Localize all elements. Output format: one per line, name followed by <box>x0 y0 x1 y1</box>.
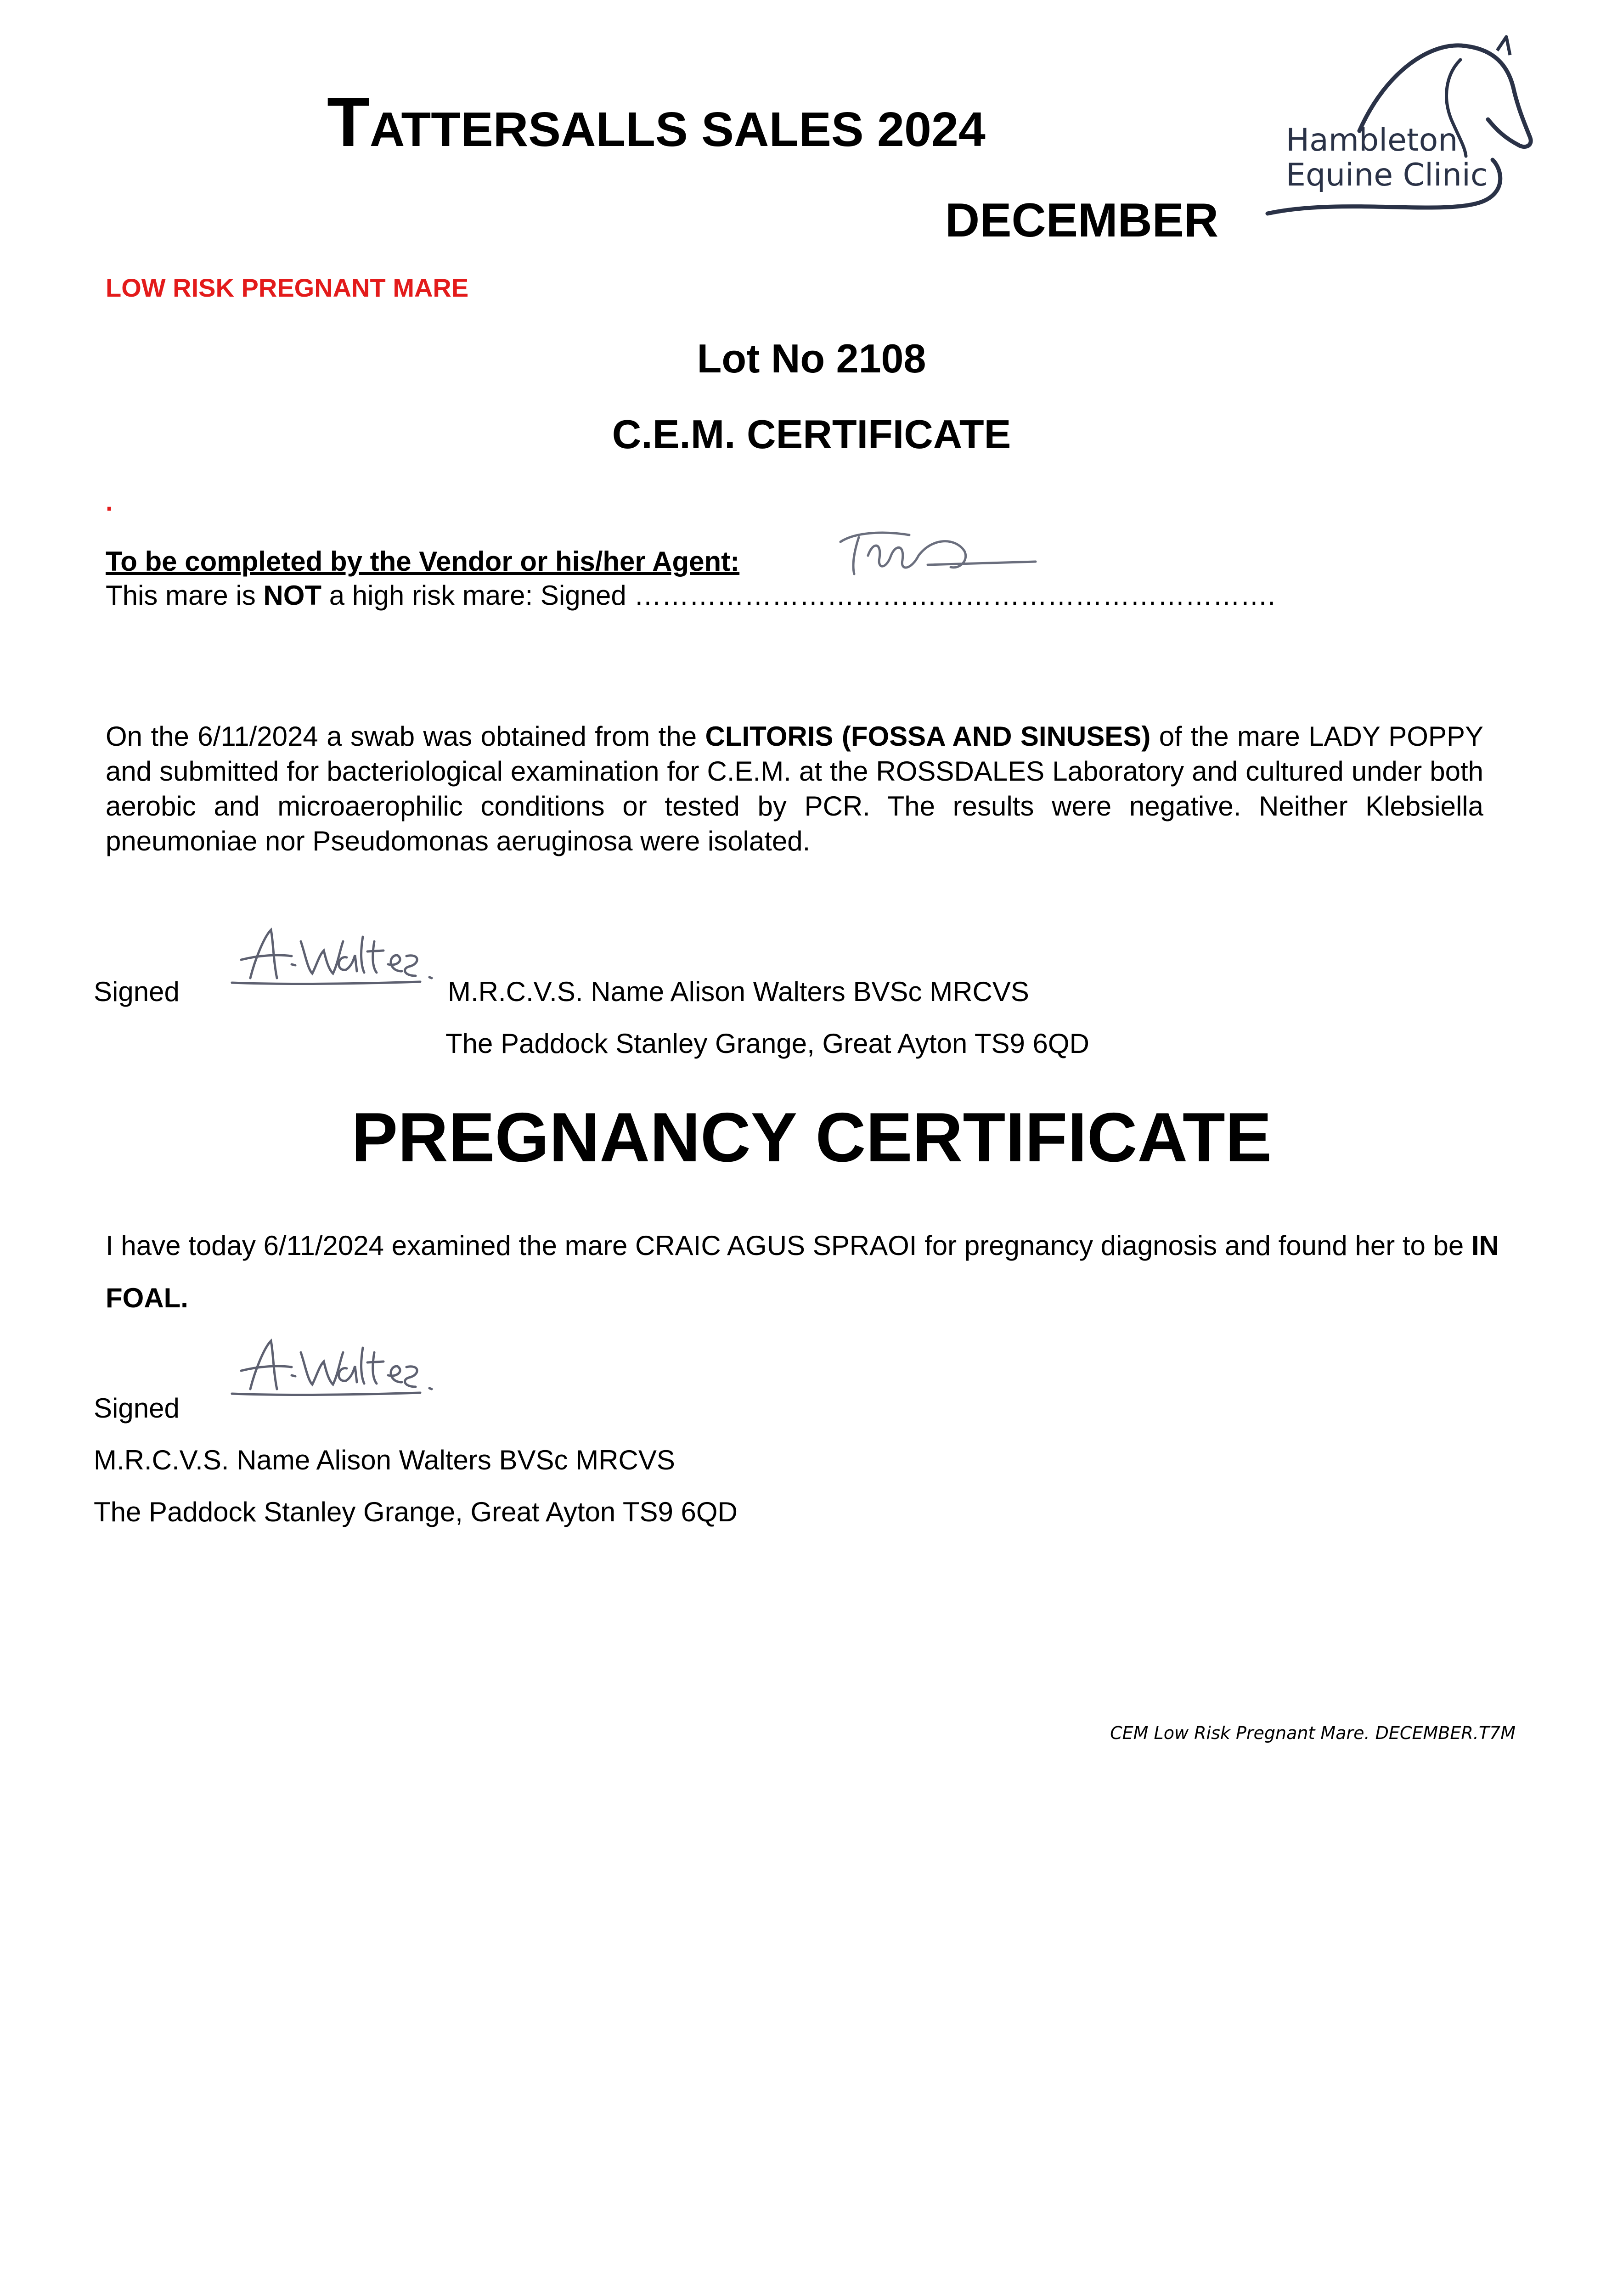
sale-month: DECEMBER <box>945 194 1219 247</box>
cem-paragraph <box>106 719 1483 859</box>
document-title <box>327 83 986 161</box>
cem-vet-address: The Paddock Stanley Grange, Great Ayton TS9 6QD <box>445 1028 1089 1059</box>
cem-bold: CLITORIS (FOSSA AND SINUSES) <box>705 721 1151 752</box>
pregnancy-signed-label: Signed <box>94 1393 180 1424</box>
vendor-heading: To be completed by the Vendor or his/her Agent: <box>106 546 740 577</box>
cem-certificate-title: C.E.M. CERTIFICATE <box>612 411 1011 457</box>
red-dot: . <box>106 487 113 516</box>
pregnancy-exam-text <box>106 1220 1529 1324</box>
pregnancy-certificate-title: PREGNANCY CERTIFICATE <box>351 1098 1272 1176</box>
statement-pre: This mare is <box>106 580 264 611</box>
pregnancy-vet-address: The Paddock Stanley Grange, Great Ayton TS9 6QD <box>94 1497 738 1527</box>
clinic-logo <box>1249 32 1534 234</box>
lot-number: Lot No 2108 <box>697 336 926 381</box>
exam-result: IN FOAL. <box>106 1230 1499 1313</box>
pregnancy-signature <box>223 1334 443 1407</box>
cem-part2: of the mare LADY POPPY and submitted for bacteriological examination for C.E.M. at the ROSSDALES Laboratory and cultured under both aerobic and microaerophilic conditions or tested by PCR. The results were negative. Neither Klebsiella pneumoniae nor Pseudomonas aeruginosa were isolated. <box>106 721 1483 856</box>
pregnancy-vet-name: M.R.C.V.S. Name Alison Walters BVSc MRCVS <box>94 1445 675 1475</box>
high-risk-statement <box>106 580 1275 611</box>
clinic-name-line1: Hambleton <box>1286 122 1458 158</box>
statement-bold: NOT <box>263 580 322 611</box>
exam-text: I have today 6/11/2024 examined the mare CRAIC AGUS SPRAOI for pregnancy diagnosis and found her to be <box>106 1230 1471 1261</box>
footer-reference: CEM Low Risk Pregnant Mare. DECEMBER.T7M <box>1110 1723 1516 1743</box>
clinic-name-line2: Equine Clinic <box>1286 157 1488 194</box>
clinic-name <box>1286 123 1488 193</box>
title-rest: ATTERSALLS SALES 2024 <box>369 102 986 157</box>
cem-part1: On the 6/11/2024 a swab was obtained from the <box>106 721 705 752</box>
vendor-signature <box>827 523 1038 583</box>
cem-signature <box>223 923 443 996</box>
statement-post: a high risk mare: Signed ……………………………………………………………. <box>321 580 1276 611</box>
title-initial: T <box>327 83 370 161</box>
risk-label: LOW RISK PREGNANT MARE <box>106 273 469 302</box>
cem-signed-label: Signed <box>94 976 180 1007</box>
cem-vet-name: M.R.C.V.S. Name Alison Walters BVSc MRCVS <box>448 976 1029 1007</box>
